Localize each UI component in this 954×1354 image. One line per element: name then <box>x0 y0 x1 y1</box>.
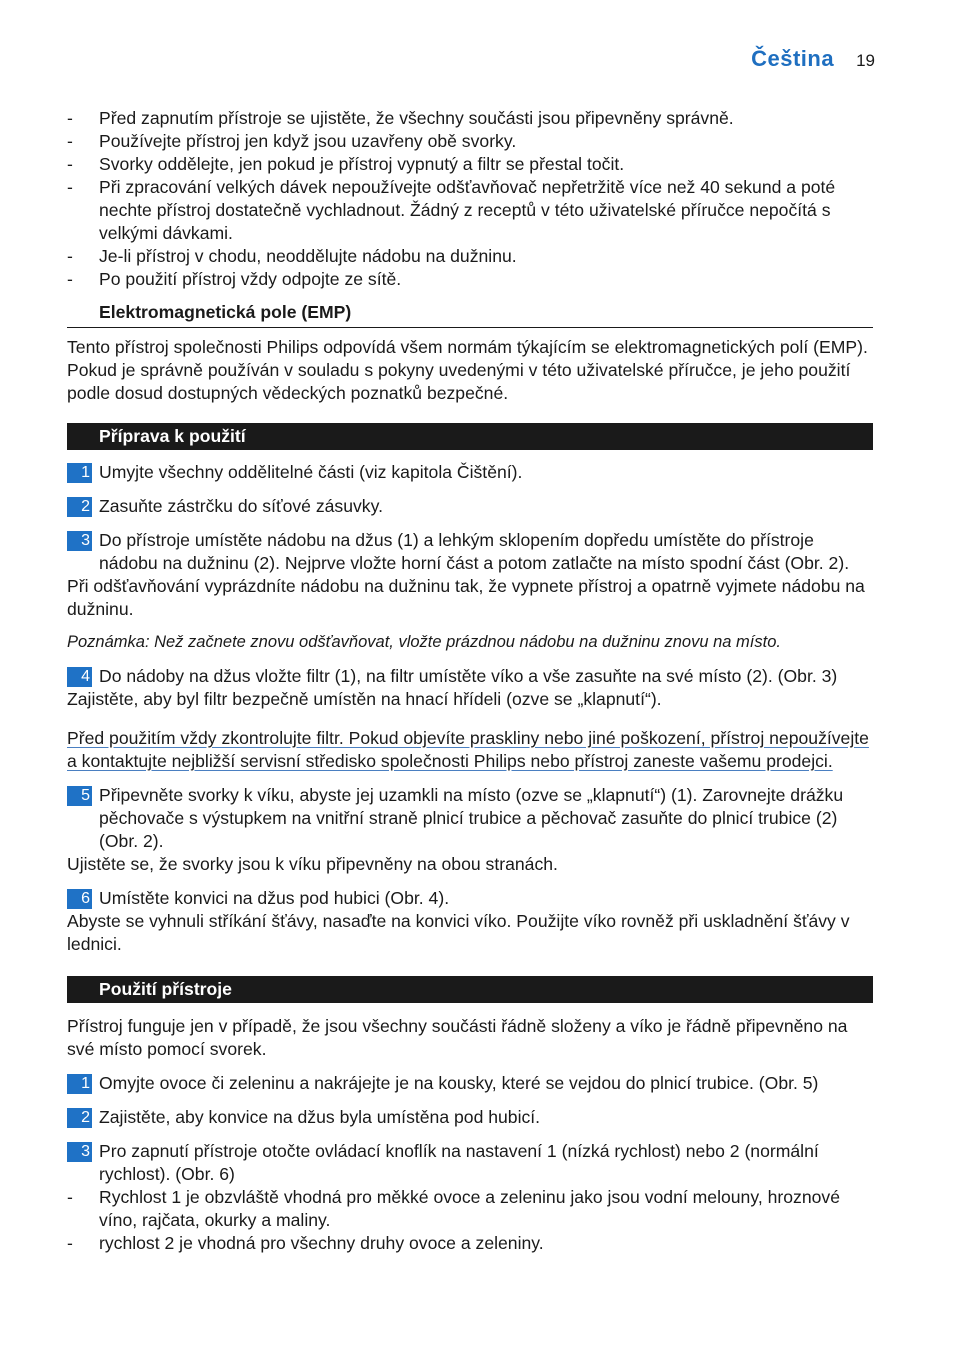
step-text: Připevněte svorky k víku, abyste jej uzamkli na místo (ozve se „klapnutí“) (1). Zarovnejte drážku pěchovače s výstupkem na vnitřní straně plnicí trubice a pěchovač zasuňte do plnicí trubice (2) (Obr. 2). <box>99 785 844 851</box>
step-number-badge: 4 <box>67 667 92 687</box>
list-item: - Po použití přístroj vždy odpojte ze sítě. <box>67 268 873 291</box>
section-heading-preparation: Příprava k použití <box>67 423 873 450</box>
speed-list <box>67 1186 873 1255</box>
warning-text: Před použitím vždy zkontrolujte filtr. Pokud objevíte praskliny nebo jiné poškození, přístroj nepoužívejte a kontaktujte nejbližší servisní středisko společnosti Philips nebo přístroj zaneste vašemu prodejci. <box>67 728 869 771</box>
step-text: Zajistěte, aby konvice na džus byla umístěna pod hubicí. <box>99 1107 541 1127</box>
step-number-badge: 2 <box>67 497 92 517</box>
step-5-paragraph: Ujistěte se, že svorky jsou k víku připevněny na obou stranách. <box>67 854 558 874</box>
step-text: Do přístroje umístěte nádobu na džus (1) a lehkým sklopením dopředu umístěte do přístroje nádobu na dužninu (2). Nejprve vložte horní část a potom zatlačte na místo spodní část (Obr. 2). <box>99 530 850 573</box>
emp-paragraph: Tento přístroj společnosti Philips odpovídá všem normám týkajícím se elektromagnetických polí (EMP). Pokud je správně používán v souladu s pokyny uvedenými v této uživatelské příručce, je jeho použití podle dosud dostupných vědeckých poznatků bezpečné. <box>67 337 868 403</box>
step-text: Umyjte všechny oddělitelné části (viz kapitola Čištění). <box>99 462 523 482</box>
step-6-paragraph: Abyste se vyhnuli stříkání šťávy, nasaďte na konvici víko. Použijte víko rovněž při uskladnění šťávy v lednici. <box>67 911 850 954</box>
step-3 <box>67 529 873 575</box>
usage-step-3 <box>67 1140 873 1186</box>
warning-paragraph <box>67 727 873 773</box>
step-number-badge: 5 <box>67 786 92 806</box>
list-item: - rychlost 2 je vhodná pro všechny druhy ovoce a zeleniny. <box>67 1232 873 1255</box>
usage-intro: Přístroj funguje jen v případě, že jsou všechny součásti řádně složeny a víko je řádně připevněno na své místo pomocí svorek. <box>67 1016 848 1059</box>
usage-step-2 <box>67 1106 873 1129</box>
step-2 <box>67 495 873 518</box>
list-item: - Svorky oddělejte, jen pokud je přístroj vypnutý a filtr se přestal točit. <box>67 153 873 176</box>
list-item: - Používejte přístroj jen když jsou uzavřeny obě svorky. <box>67 130 873 153</box>
step-text: Do nádoby na džus vložte filtr (1), na filtr umístěte víko a vše zasuňte na své místo (2). (Obr. 3) <box>99 666 838 686</box>
step-number-badge: 6 <box>67 889 92 909</box>
step-6 <box>67 887 873 910</box>
list-item: - Při zpracování velkých dávek nepoužívejte odšťavňovač nepřetržitě více než 40 sekund a poté nechte přístroj dostatečně vychladnout. Žádný z receptů v této uživatelské příručce nepočítá s velkými dávkami. <box>67 176 873 245</box>
step-text: Umístěte konvici na džus pod hubici (Obr. 4). <box>99 888 450 908</box>
page-number: 19 <box>856 51 875 70</box>
step-number-badge: 3 <box>67 531 92 551</box>
list-item: - Je-li přístroj v chodu, neoddělujte nádobu na dužninu. <box>67 245 873 268</box>
step-number-badge: 1 <box>67 1074 92 1094</box>
page-content <box>67 107 873 1255</box>
step-number-badge: 1 <box>67 463 92 483</box>
list-item: - Před zapnutím přístroje se ujistěte, že všechny součásti jsou připevněny správně. <box>67 107 873 130</box>
step-number-badge: 3 <box>67 1142 92 1162</box>
step-4 <box>67 665 873 688</box>
step-text: Pro zapnutí přístroje otočte ovládací knoflík na nastavení 1 (nízká rychlost) nebo 2 (normální rychlost). (Obr. 6) <box>99 1141 819 1184</box>
list-item: - Rychlost 1 je obzvláště vhodná pro měkké ovoce a zeleninu jako jsou vodní melouny, hroznové víno, rajčata, okurky a maliny. <box>67 1186 873 1232</box>
safety-list <box>67 107 873 291</box>
step-text: Zasuňte zástrčku do síťové zásuvky. <box>99 496 383 516</box>
page-header <box>751 46 875 72</box>
usage-step-1 <box>67 1072 873 1095</box>
step-3-paragraph: Při odšťavňování vyprázdníte nádobu na dužninu tak, že vypnete přístroj a opatrně vyjmete nádobu na dužninu. <box>67 576 865 619</box>
emp-heading: Elektromagnetická pole (EMP) <box>67 301 873 328</box>
language-title: Čeština <box>751 46 835 71</box>
step-1 <box>67 461 873 484</box>
step-text: Omyjte ovoce či zeleninu a nakrájejte je na kousky, které se vejdou do plnicí trubice. (Obr. 5) <box>99 1073 819 1093</box>
section-heading-usage: Použití přístroje <box>67 976 873 1003</box>
step-5 <box>67 784 873 853</box>
step-4-paragraph: Zajistěte, aby byl filtr bezpečně umístěn na hnací hřídeli (ozve se „klapnutí“). <box>67 689 662 709</box>
note-paragraph: Poznámka: Než začnete znovu odšťavňovat, vložte prázdnou nádobu na dužninu znovu na místo. <box>67 633 781 651</box>
step-number-badge: 2 <box>67 1108 92 1128</box>
